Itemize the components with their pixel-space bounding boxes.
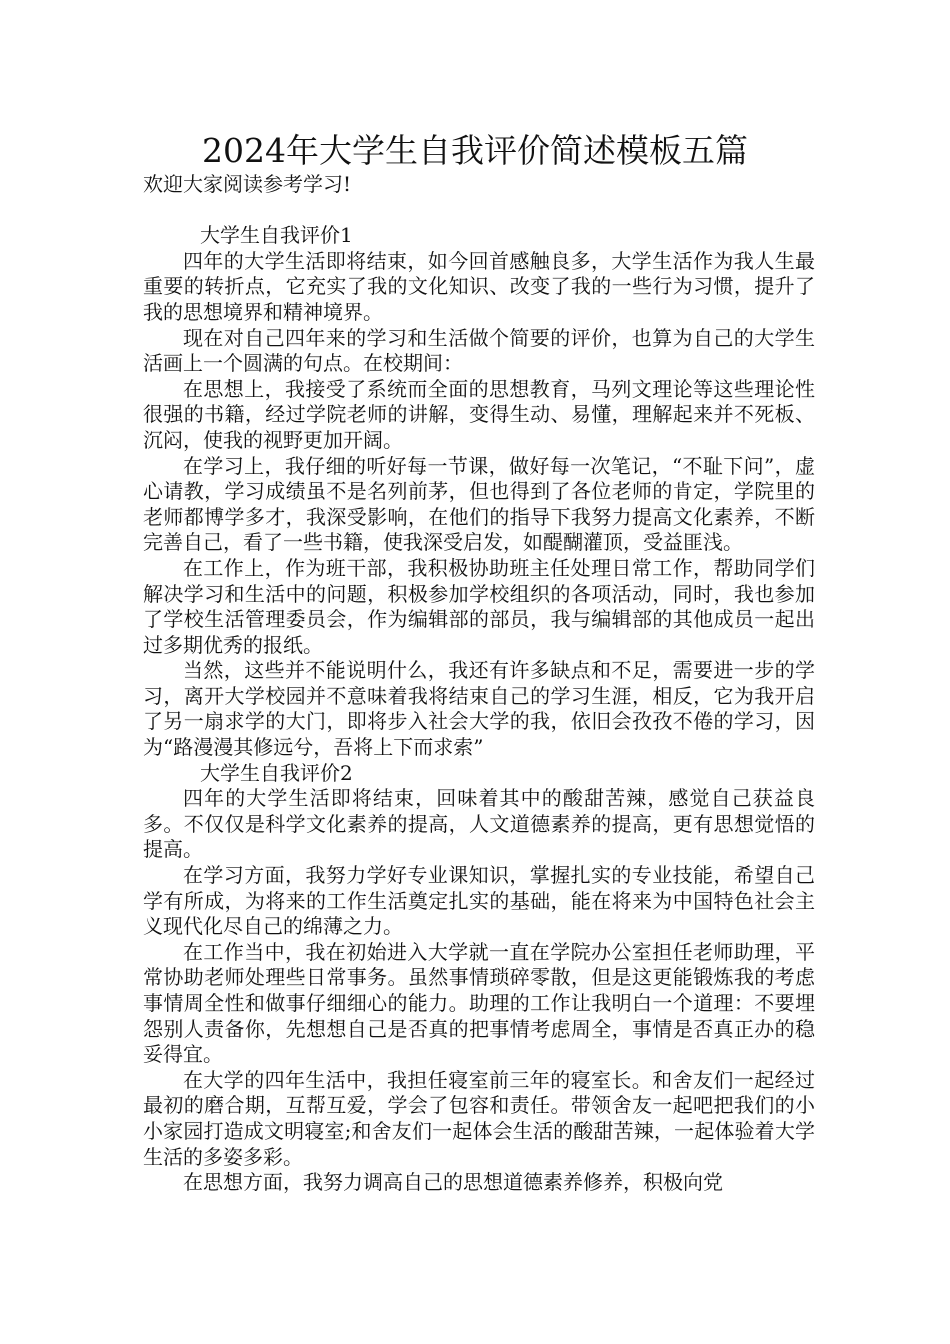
paragraph: 四年的大学生活即将结束，如今回首感触良多，大学生活作为我人生最重要的转折点，它充实了我的文化知识、改变了我的一些行为习惯，提升了我的思想境界和精神境界。 [143,248,815,324]
document-title: 2024年大学生自我评价简述模板五篇 [202,131,748,170]
paragraph: 现在对自己四年来的学习和生活做个简要的评价，也算为自己的大学生活画上一个圆满的句点。在校期间： [143,325,815,376]
section-heading: 大学生自我评价1 [200,223,353,248]
intro-line: 欢迎大家阅读参考学习! [143,172,352,196]
paragraph: 在思想上，我接受了系统而全面的思想教育，马列文理论等这些理论性很强的书籍，经过学院老师的讲解，变得生动、易懂，理解起来并不死板、沉闷，使我的视野更加开阔。 [143,376,815,452]
paragraph: 当然，这些并不能说明什么，我还有许多缺点和不足，需要进一步的学习，离开大学校园并不意味着我将结束自己的学习生涯，相反，它为我开启了另一扇求学的大门，即将步入社会大学的我，依旧会孜孜不倦的学习，因为“路漫漫其修远兮，吾将上下而求索” [143,658,815,760]
paragraph: 在思想方面，我努力调高自己的思想道德素养修养，积极向党 [183,1170,723,1195]
paragraph: 在学习方面，我努力学好专业课知识，掌握扎实的专业技能，希望自己学有所成，为将来的工作生活奠定扎实的基础，能在将来为中国特色社会主义现代化尽自己的绵薄之力。 [143,863,815,939]
paragraph: 在学习上，我仔细的听好每一节课，做好每一次笔记，“不耻下问”，虚心请教，学习成绩虽不是名列前茅，但也得到了各位老师的肯定，学院里的老师都博学多才，我深受影响，在他们的指导下我努力提高文化素养，不断完善自己，看了一些书籍，使我深受启发，如醍醐灌顶，受益匪浅。 [143,453,815,555]
paragraph: 四年的大学生活即将结束，回味着其中的酸甜苦辣，感觉自己获益良多。不仅仅是科学文化素养的提高，人文道德素养的提高，更有思想觉悟的提高。 [143,786,815,862]
document-body [143,172,815,1196]
paragraph: 在工作上，作为班干部，我积极协助班主任处理日常工作，帮助同学们解决学习和生活中的问题，积极参加学校组织的各项活动，同时，我也参加了学校生活管理委员会，作为编辑部的部员，我与编辑部的其他成员一起出过多期优秀的报纸。 [143,555,815,657]
paragraph: 在大学的四年生活中，我担任寝室前三年的寝室长。和舍友们一起经过最初的磨合期，互帮互爱，学会了包容和责任。带领舍友一起吧把我们的小小家园打造成文明寝室;和舍友们一起体会生活的酸甜苦辣，一起体验着大学生活的多姿多彩。 [143,1067,815,1169]
section-heading: 大学生自我评价2 [200,760,353,785]
paragraph: 在工作当中，我在初始进入大学就一直在学院办公室担任老师助理，平常协助老师处理些日常事务。虽然事情琐碎零散，但是这更能锻炼我的考虑事情周全性和做事仔细细心的能力。助理的工作让我明白一个道理：不要埋怨别人责备你，先想想自己是否真的把事情考虑周全，事情是否真正办的稳妥得宜。 [143,939,815,1067]
